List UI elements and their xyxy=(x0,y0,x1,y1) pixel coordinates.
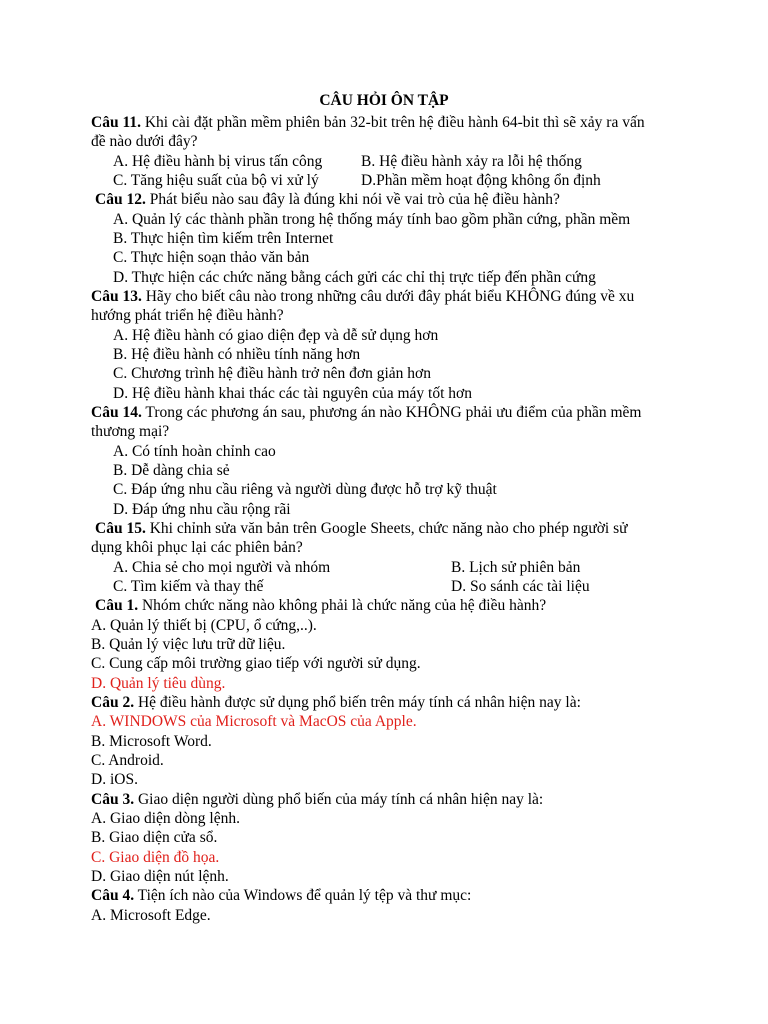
question-1-option-d-correct: D. Quản lý tiêu dùng. xyxy=(91,675,226,692)
question-15-option-c: C. Tìm kiếm và thay thế xyxy=(113,578,264,595)
question-14-text-1: Trong các phương án sau, phương án nào KHÔNG phải ưu điểm của phần mềm xyxy=(141,404,642,421)
question-1-option-c: C. Cung cấp môi trường giao tiếp với người sử dụng. xyxy=(91,655,421,672)
question-13-option-d: D. Hệ điều hành khai thác các tài nguyên của máy tốt hơn xyxy=(113,385,472,402)
question-15-number: Câu 15. xyxy=(95,520,146,537)
question-14-number: Câu 14. xyxy=(91,404,142,421)
question-15-option-a: A. Chia sẻ cho mọi người và nhóm xyxy=(113,559,331,576)
question-2-line1 xyxy=(91,693,581,712)
question-11-text-2: đề nào dưới đây? xyxy=(91,133,198,150)
question-14-option-b: B. Dễ dàng chia sẻ xyxy=(113,462,230,479)
question-13-number: Câu 13. xyxy=(91,288,142,305)
question-1-number: Câu 1. xyxy=(95,597,139,614)
question-12-line1 xyxy=(95,190,560,209)
page-title: CÂU HỎI ÔN TẬP xyxy=(319,92,449,109)
question-4-number: Câu 4. xyxy=(91,887,135,904)
question-14-line1 xyxy=(91,403,641,422)
question-12-number: Câu 12. xyxy=(95,191,146,208)
question-1-line1 xyxy=(95,596,546,615)
question-2-text-1: Hệ điều hành được sử dụng phổ biến trên máy tính cá nhân hiện nay là: xyxy=(134,694,581,711)
question-11-line1 xyxy=(91,113,645,132)
question-11-option-c: C. Tăng hiệu suất của bộ vi xử lý xyxy=(113,172,319,189)
question-15-text-2: dụng khôi phục lại các phiên bản? xyxy=(91,539,303,556)
question-13-text-2: hướng phát triển hệ điều hành? xyxy=(91,307,284,324)
question-11-option-b: B. Hệ điều hành xảy ra lỗi hệ thống xyxy=(361,153,582,170)
question-2-number: Câu 2. xyxy=(91,694,135,711)
question-11-option-a: A. Hệ điều hành bị virus tấn công xyxy=(113,153,323,170)
question-14-option-a: A. Có tính hoàn chỉnh cao xyxy=(113,443,276,460)
question-13-option-b: B. Hệ điều hành có nhiều tính năng hơn xyxy=(113,346,361,363)
question-11-text-1: Khi cài đặt phần mềm phiên bản 32-bit trên hệ điều hành 64-bit thì sẽ xảy ra vấn xyxy=(140,114,645,131)
question-4-text-1: Tiện ích nào của Windows để quản lý tệp và thư mục: xyxy=(134,887,472,904)
question-1-option-a: A. Quản lý thiết bị (CPU, ổ cứng,..). xyxy=(91,617,317,634)
question-13-line1 xyxy=(91,287,634,306)
question-3-option-d: D. Giao diện nút lệnh. xyxy=(91,868,229,885)
question-3-text-1: Giao diện người dùng phổ biến của máy tính cá nhân hiện nay là: xyxy=(134,791,544,808)
question-3-option-c-correct: C. Giao diện đồ họa. xyxy=(91,849,220,866)
question-3-option-a: A. Giao diện dòng lệnh. xyxy=(91,810,240,827)
question-12-option-b: B. Thực hiện tìm kiếm trên Internet xyxy=(113,230,334,247)
question-2-option-d: D. iOS. xyxy=(91,771,138,788)
question-3-number: Câu 3. xyxy=(91,791,135,808)
question-3-line1 xyxy=(91,790,543,809)
question-12-option-d: D. Thực hiện các chức năng bằng cách gửi các chỉ thị trực tiếp đến phần cứng xyxy=(113,269,596,286)
question-2-option-c: C. Android. xyxy=(91,752,164,769)
question-1-text-1: Nhóm chức năng nào không phải là chức năng của hệ điều hành? xyxy=(138,597,547,614)
question-15-option-b: B. Lịch sử phiên bản xyxy=(451,559,581,576)
question-2-option-b: B. Microsoft Word. xyxy=(91,733,212,750)
question-12-option-c: C. Thực hiện soạn thảo văn bản xyxy=(113,249,310,266)
question-1-option-b: B. Quản lý việc lưu trữ dữ liệu. xyxy=(91,636,286,653)
question-13-option-c: C. Chương trình hệ điều hành trở nên đơn giản hơn xyxy=(113,365,431,382)
question-15-option-d: D. So sánh các tài liệu xyxy=(451,578,590,595)
question-3-option-b: B. Giao diện cửa sổ. xyxy=(91,829,218,846)
question-15-line1 xyxy=(95,519,628,538)
question-13-text-1: Hãy cho biết câu nào trong những câu dưới đây phát biểu KHÔNG đúng về xu xyxy=(141,288,635,305)
question-14-option-d: D. Đáp ứng nhu cầu rộng rãi xyxy=(113,501,291,518)
question-15-text-1: Khi chỉnh sửa văn bản trên Google Sheets, chức năng nào cho phép người sử xyxy=(145,520,628,537)
question-12-text-1: Phát biểu nào sau đây là đúng khi nói về vai trò của hệ điều hành? xyxy=(145,191,560,208)
question-13-option-a: A. Hệ điều hành có giao diện đẹp và dễ sử dụng hơn xyxy=(113,327,439,344)
question-14-text-2: thương mại? xyxy=(91,423,170,440)
question-4-option-a: A. Microsoft Edge. xyxy=(91,907,211,924)
question-11-option-d: D.Phần mềm hoạt động không ổn định xyxy=(361,172,601,189)
question-14-option-c: C. Đáp ứng nhu cầu riêng và người dùng được hỗ trợ kỹ thuật xyxy=(113,481,497,498)
question-11-number: Câu 11. xyxy=(91,114,141,131)
question-2-option-a-correct: A. WINDOWS của Microsoft và MacOS của Apple. xyxy=(91,713,417,730)
question-4-line1 xyxy=(91,886,471,905)
question-12-option-a: A. Quản lý các thành phần trong hệ thống máy tính bao gồm phần cứng, phần mềm xyxy=(113,211,631,228)
